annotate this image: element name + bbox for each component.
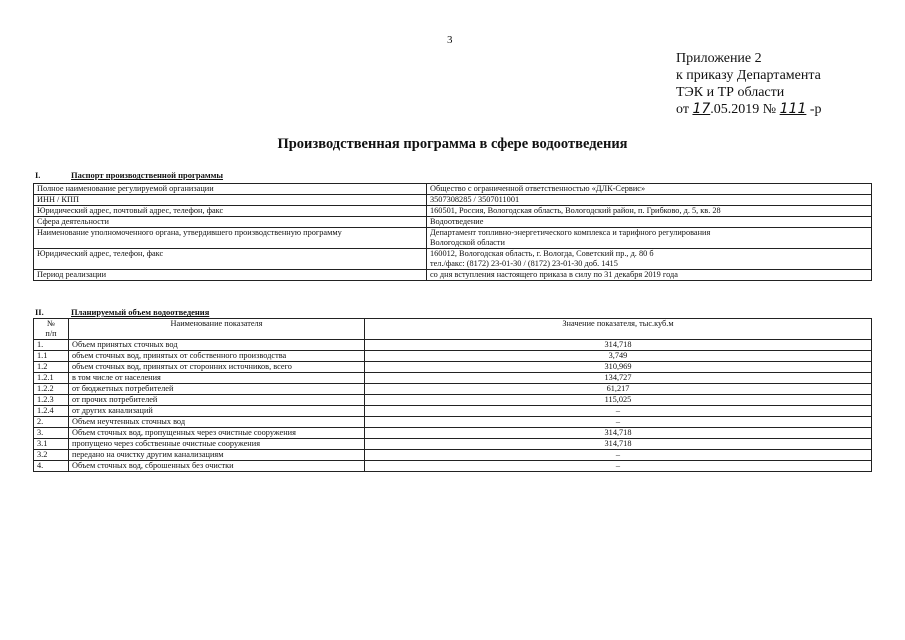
row-number: 1.2 <box>34 362 69 373</box>
annex-line-3: ТЭК и ТР области <box>676 85 785 100</box>
passport-row <box>34 184 872 195</box>
volume-row <box>34 450 872 461</box>
annex-line-1: Приложение 2 <box>676 51 762 66</box>
col-number-label-2: п/п <box>45 329 57 338</box>
row-number: 1.2.3 <box>34 395 69 406</box>
row-name: Объем неучтенных сточных вод <box>69 417 365 428</box>
passport-value <box>427 217 872 228</box>
passport-value <box>427 270 872 281</box>
row-value: 61,217 <box>365 384 872 395</box>
row-value: – <box>365 406 872 417</box>
col-value-header: Значение показателя, тыс.куб.м <box>365 319 872 340</box>
volume-header-row <box>34 319 872 340</box>
volume-row <box>34 461 872 472</box>
passport-key: Полное наименование регулируемой организации <box>34 184 427 195</box>
row-value: 314,718 <box>365 439 872 450</box>
passport-value-line: Департамент топливно-энергетического комплекса и тарифного регулирования <box>430 228 711 237</box>
annex-line-2: к приказу Департамента <box>676 68 821 83</box>
passport-key: ИНН / КПП <box>34 195 427 206</box>
volume-row <box>34 362 872 373</box>
row-name: от бюджетных потребителей <box>69 384 365 395</box>
col-number-label-1: № <box>47 319 55 328</box>
row-value: 314,718 <box>365 340 872 351</box>
passport-value-line: Общество с ограниченной ответственностью «ДЛК-Сервис» <box>430 184 646 193</box>
row-number: 1.2.4 <box>34 406 69 417</box>
passport-row <box>34 195 872 206</box>
volume-row <box>34 340 872 351</box>
row-number: 3.2 <box>34 450 69 461</box>
passport-key: Наименование уполномоченного органа, утвердившего производственную программу <box>34 228 427 249</box>
row-name: Объем принятых сточных вод <box>69 340 365 351</box>
volume-row <box>34 351 872 362</box>
passport-value-line: со дня вступления настоящего приказа в силу по 31 декабря 2019 года <box>430 270 678 279</box>
row-name: от прочих потребителей <box>69 395 365 406</box>
row-name: пропущено через собственные очистные сооружения <box>69 439 365 450</box>
section-1-number: I. <box>35 170 41 180</box>
volume-row <box>34 428 872 439</box>
row-value: – <box>365 450 872 461</box>
passport-row <box>34 217 872 228</box>
section-2-heading <box>35 307 209 317</box>
volume-row <box>34 373 872 384</box>
row-value: – <box>365 461 872 472</box>
passport-key: Сфера деятельности <box>34 217 427 228</box>
passport-value-line: 3507308285 / 3507011001 <box>430 195 520 204</box>
passport-value <box>427 228 872 249</box>
passport-key: Юридический адрес, телефон, факс <box>34 249 427 270</box>
annex-date-line <box>676 101 822 118</box>
volume-row <box>34 395 872 406</box>
passport-value <box>427 195 872 206</box>
row-name: передано на очистку другим канализациям <box>69 450 365 461</box>
row-name: в том числе от населения <box>69 373 365 384</box>
passport-value <box>427 249 872 270</box>
passport-row <box>34 249 872 270</box>
section-2-title: Планируемый объем водоотведения <box>71 307 210 317</box>
row-value: 314,718 <box>365 428 872 439</box>
passport-value-line-2: Вологодской области <box>430 238 505 247</box>
col-number-header <box>34 319 69 340</box>
row-number: 1.2.1 <box>34 373 69 384</box>
passport-value-line: 160012, Вологодская область, г. Вологда, Советский пр., д. 80 б <box>430 249 654 258</box>
passport-table <box>33 183 872 281</box>
col-name-header: Наименование показателя <box>69 319 365 340</box>
row-number: 3.1 <box>34 439 69 450</box>
passport-row <box>34 206 872 217</box>
passport-key: Период реализации <box>34 270 427 281</box>
row-name: объем сточных вод, принятых от собственного производства <box>69 351 365 362</box>
passport-value <box>427 206 872 217</box>
document-title: Производственная программа в сфере водоотведения <box>277 136 628 152</box>
passport-key: Юридический адрес, почтовый адрес, телефон, факс <box>34 206 427 217</box>
row-name: Объем сточных вод, сброшенных без очистки <box>69 461 365 472</box>
volume-row <box>34 439 872 450</box>
volume-row <box>34 384 872 395</box>
volume-row <box>34 417 872 428</box>
row-number: 1.2.2 <box>34 384 69 395</box>
row-name: объем сточных вод, принятых от сторонних источников, всего <box>69 362 365 373</box>
row-value: 115,025 <box>365 395 872 406</box>
row-name: от других канализаций <box>69 406 365 417</box>
date-rest: .05.2019 № <box>710 102 777 117</box>
row-value: 310,969 <box>365 362 872 373</box>
passport-value-line-2: тел./факс: (8172) 23-01-30 / (8172) 23-01-30 доб. 1415 <box>430 259 618 268</box>
section-1-title: Паспорт производственной программы <box>71 170 224 180</box>
passport-value-line: Водоотведение <box>430 217 484 226</box>
page-number: 3 <box>447 34 453 46</box>
order-suffix: -р <box>809 102 822 117</box>
row-number: 4. <box>34 461 69 472</box>
section-2-number: II. <box>35 307 44 317</box>
row-value: – <box>365 417 872 428</box>
volume-row <box>34 406 872 417</box>
date-day-handwritten: 17 <box>692 101 711 117</box>
annex-block <box>676 50 822 118</box>
row-number: 2. <box>34 417 69 428</box>
section-1-heading <box>35 170 223 180</box>
volume-table <box>33 318 872 472</box>
order-number-handwritten: 111 <box>779 101 807 117</box>
passport-row <box>34 228 872 249</box>
row-number: 3. <box>34 428 69 439</box>
row-value: 134,727 <box>365 373 872 384</box>
passport-row <box>34 270 872 281</box>
date-prefix: от <box>676 102 689 117</box>
row-name: Объем сточных вод, пропущенных через очистные сооружения <box>69 428 365 439</box>
row-number: 1.1 <box>34 351 69 362</box>
passport-value <box>427 184 872 195</box>
row-number: 1. <box>34 340 69 351</box>
row-value: 3,749 <box>365 351 872 362</box>
passport-value-line: 160501, Россия, Вологодская область, Вологодский район, п. Грибково, д. 5, кв. 28 <box>430 206 721 215</box>
